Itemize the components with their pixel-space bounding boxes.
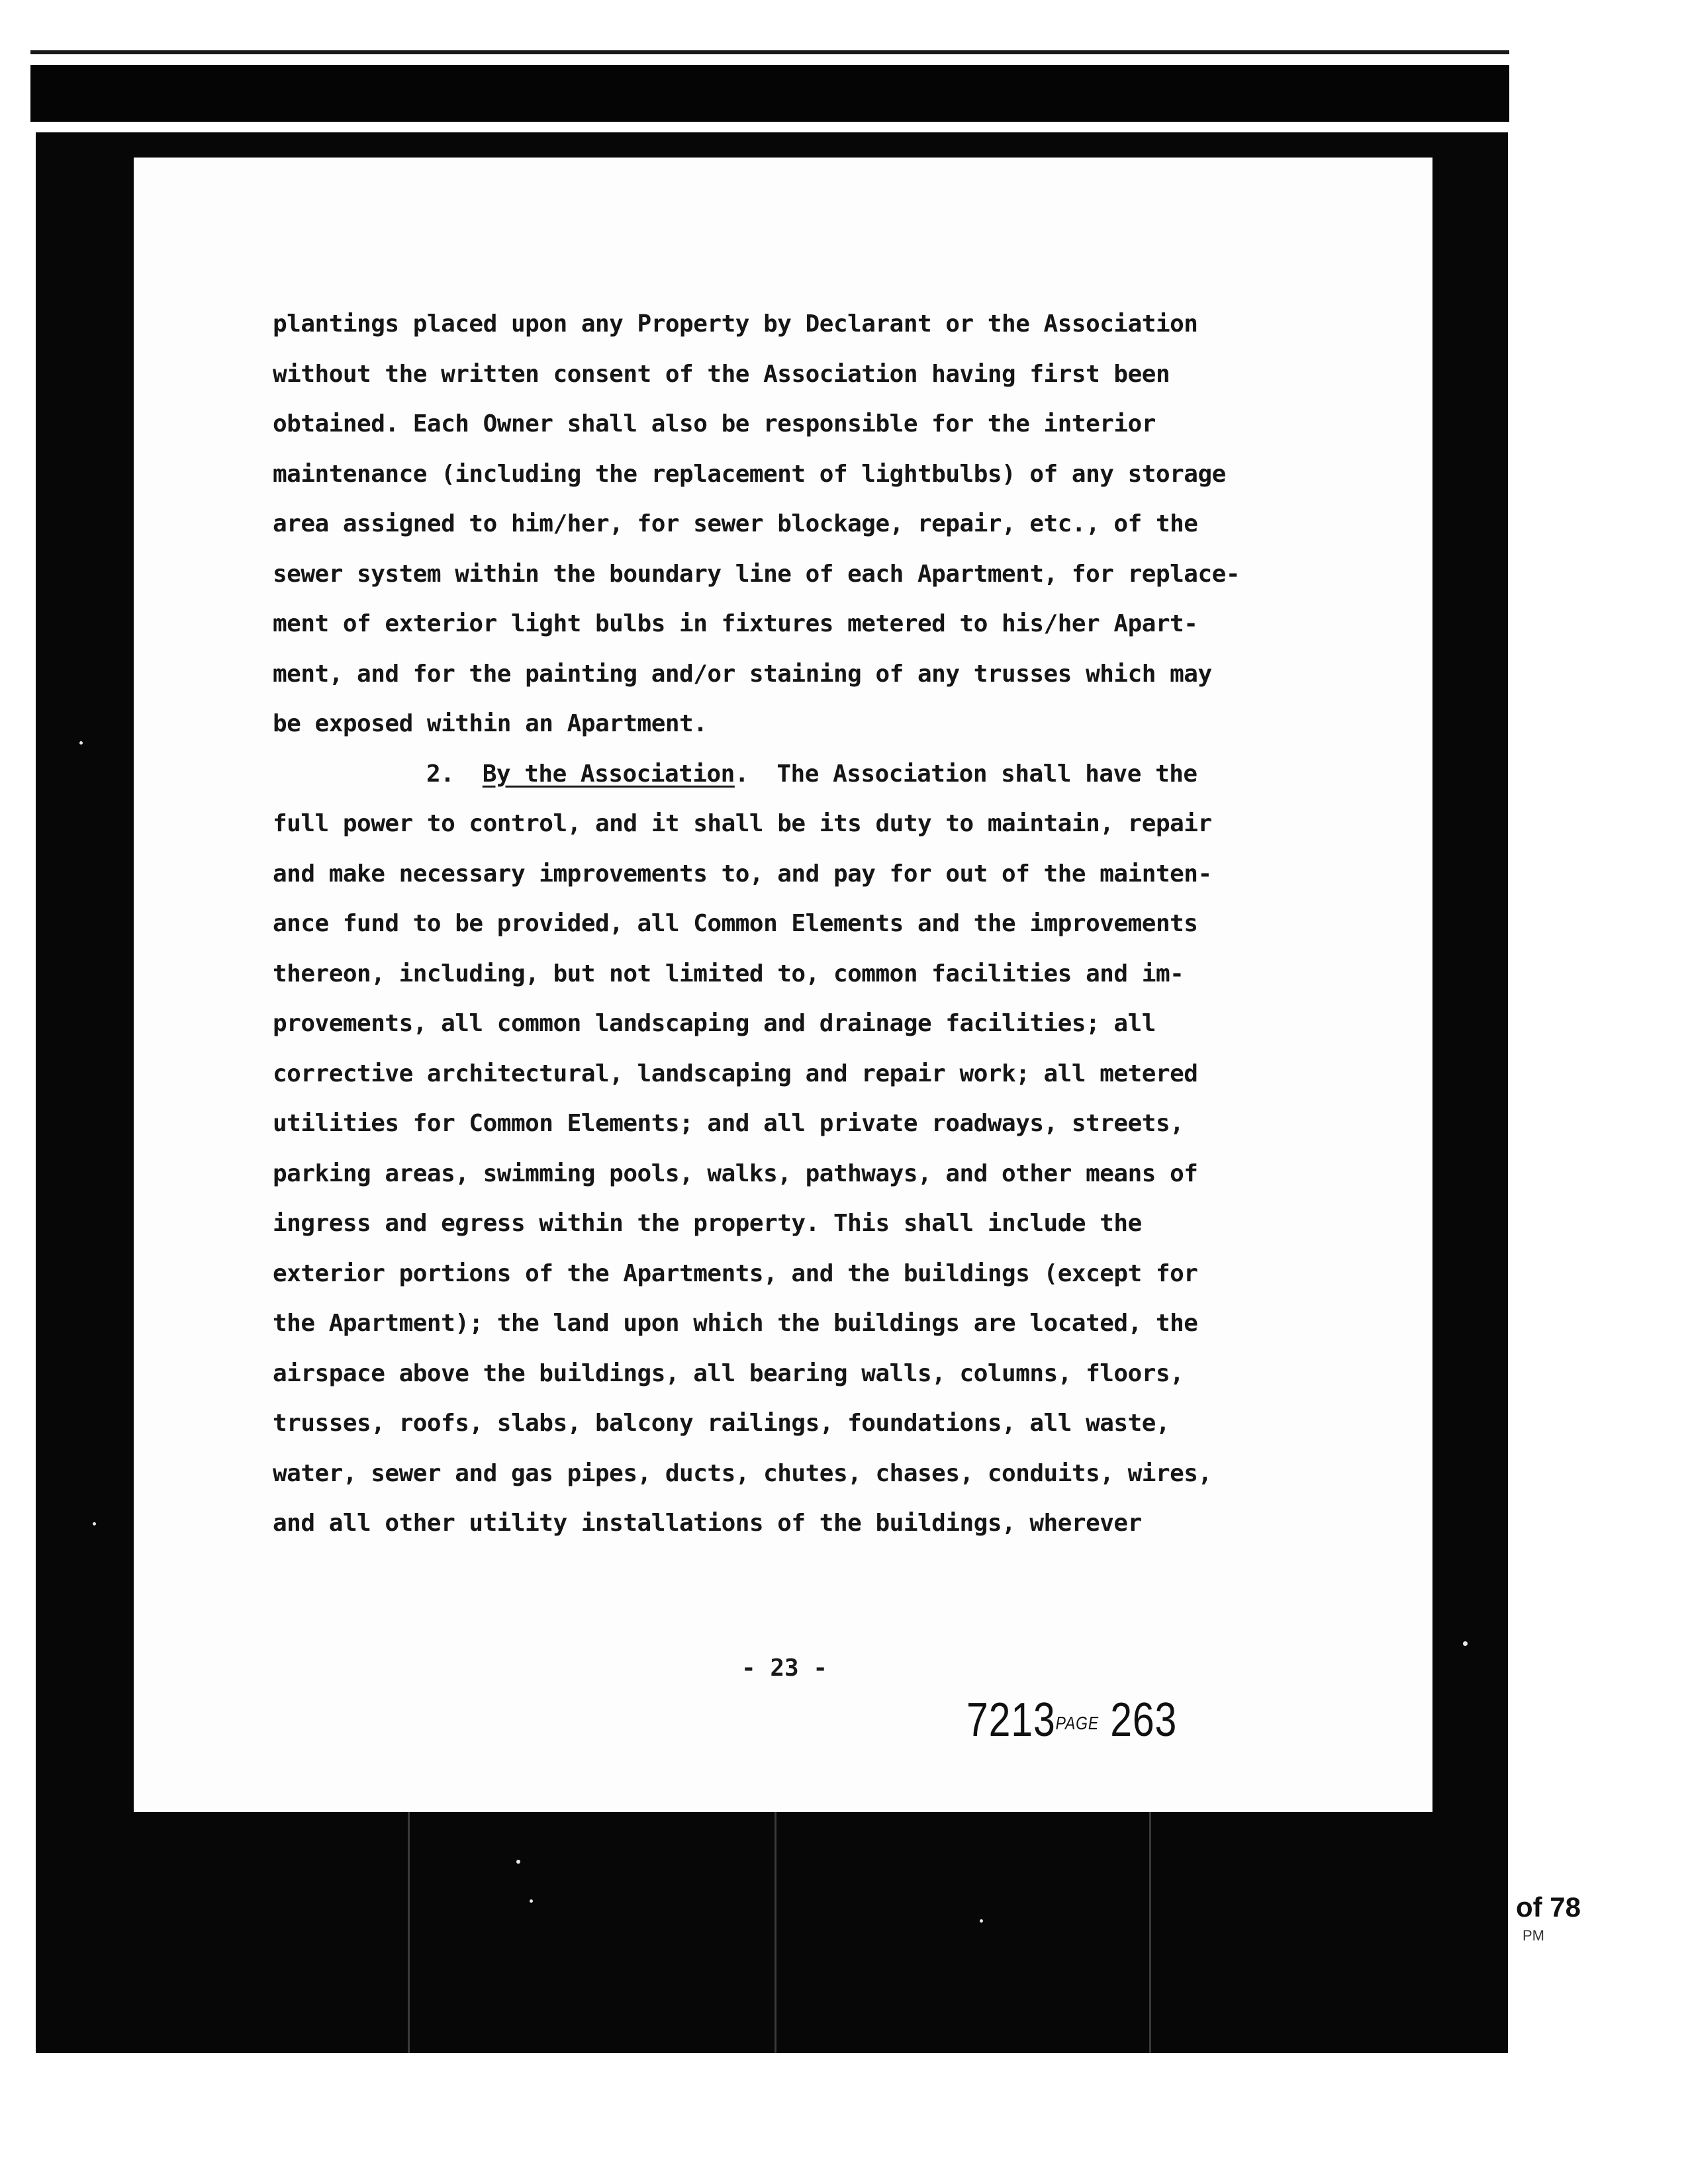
text-line: thereon, including, but not limited to, common facilities and im- <box>273 960 1184 987</box>
text-line: ingress and egress within the property. This shall include the <box>273 1210 1142 1237</box>
book-page-number: 263 <box>1110 1694 1178 1747</box>
text-line: and make necessary improvements to, and pay for out of the mainten- <box>273 860 1212 887</box>
text-line: water, sewer and gas pipes, ducts, chutes, chases, conduits, wires, <box>273 1459 1212 1487</box>
page-count-overlay: of 78 <box>1516 1891 1581 1923</box>
text-line: corrective architectural, landscaping and repair work; all metered <box>273 1060 1198 1087</box>
text-line: trusses, roofs, slabs, balcony railings, foundations, all waste, <box>273 1410 1170 1437</box>
text-line: airspace above the buildings, all bearing walls, columns, floors, <box>273 1359 1184 1387</box>
text-line: parking areas, swimming pools, walks, pathways, and other means of <box>273 1160 1198 1187</box>
text-line: utilities for Common Elements; and all private roadways, streets, <box>273 1110 1184 1137</box>
book-page-stamp <box>966 1693 1177 1747</box>
text-line: without the written consent of the Association having first been <box>273 360 1170 388</box>
text-line: ment of exterior light bulbs in fixtures metered to his/her Apart- <box>273 610 1198 637</box>
text-line: plantings placed upon any Property by Declarant or the Association <box>273 310 1198 338</box>
text-line: sewer system within the boundary line of each Apartment, for replace- <box>273 560 1240 588</box>
document-body <box>273 299 1358 1549</box>
scan-dark-band <box>30 65 1509 122</box>
scan-fold-line <box>408 1812 410 2053</box>
text-line: maintenance (including the replacement of lightbulbs) of any storage <box>273 460 1226 488</box>
text-line: be exposed within an Apartment. <box>273 710 708 737</box>
text-line: and all other utility installations of the buildings, wherever <box>273 1510 1142 1537</box>
text-line: the Apartment); the land upon which the buildings are located, the <box>273 1310 1198 1337</box>
scan-speck <box>1463 1641 1468 1646</box>
text-line: full power to control, and it shall be its duty to maintain, repair <box>273 810 1212 837</box>
text-line: provements, all common landscaping and drainage facilities; all <box>273 1010 1156 1037</box>
book-page-label: PAGE <box>1055 1712 1100 1733</box>
section-heading-line <box>273 749 1358 799</box>
scan-top-edge <box>30 50 1509 54</box>
scan-speck <box>516 1860 520 1864</box>
text-line: obtained. Each Owner shall also be responsible for the interior <box>273 410 1156 437</box>
text-line: ment, and for the painting and/or staining of any trusses which may <box>273 660 1212 688</box>
text-line: area assigned to him/her, for sewer blockage, repair, etc., of the <box>273 510 1198 537</box>
scan-speck <box>79 741 83 745</box>
text-line: ance fund to be provided, all Common Elements and the improvements <box>273 910 1198 937</box>
timestamp-overlay: PM <box>1523 1927 1544 1944</box>
text-line: exterior portions of the Apartments, and the buildings (except for <box>273 1259 1198 1287</box>
page-number: - 23 - <box>741 1655 828 1682</box>
section-heading: By the Association <box>482 760 735 788</box>
scan-fold-line <box>1149 1812 1151 2053</box>
book-number: 7213 <box>966 1694 1056 1747</box>
section-first-line: . The Association shall have the <box>734 760 1197 788</box>
scan-fold-line <box>774 1812 776 2053</box>
scan-speck <box>530 1899 533 1903</box>
scan-speck <box>980 1919 983 1923</box>
scan-speck <box>93 1522 96 1525</box>
section-number: 2. <box>426 760 455 788</box>
